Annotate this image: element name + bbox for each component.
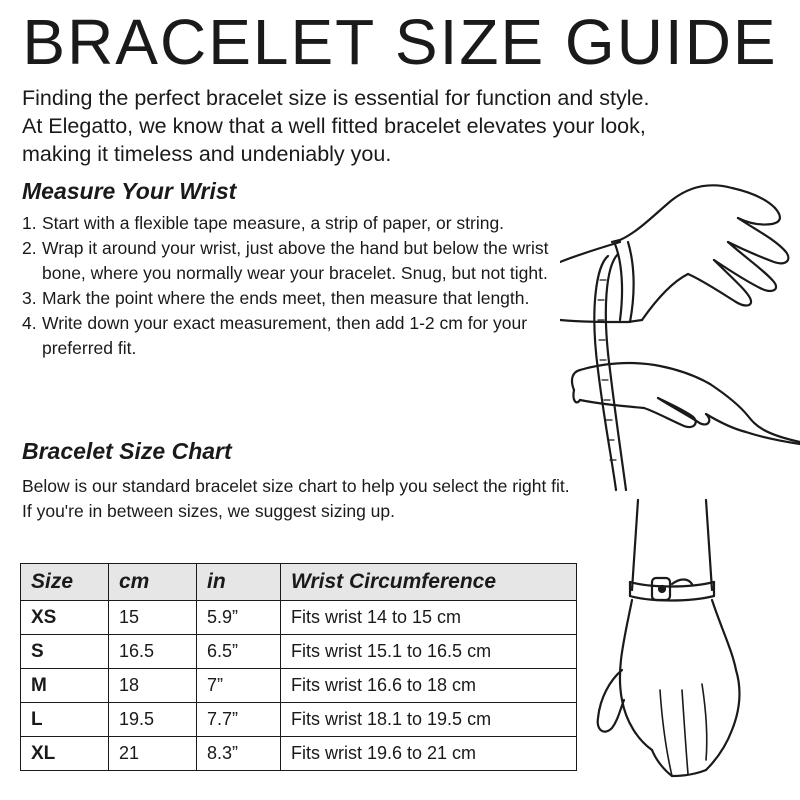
bracelet-on-wrist-illustration [598,500,740,776]
step-text: Start with a flexible tape measure, a strip of paper, or string. [42,213,505,233]
size-chart-description: Below is our standard bracelet size chart to help you select the right fit. If you're in between sizes, we suggest sizing up. [22,476,570,521]
in-cell: 7” [197,669,281,703]
size-cell: L [21,703,109,737]
size-cell: XS [21,601,109,635]
measuring-hands-illustration [560,185,800,490]
step-text: Wrap it around your wrist, just above the hand but below the wrist bone, where you normally wear your bracelet. Snug, but not tight. [42,238,549,283]
circumference-cell: Fits wrist 19.6 to 21 cm [281,737,577,771]
size-chart-table [20,563,577,771]
step-number: 3. [22,288,37,308]
circumference-cell: Fits wrist 18.1 to 19.5 cm [281,703,577,737]
step-number: 4. [22,313,37,333]
intro-line: At Elegatto, we know that a well fitted bracelet elevates your look, [22,114,646,138]
size-cell: S [21,635,109,669]
cm-cell: 18 [109,669,197,703]
cm-cell: 19.5 [109,703,197,737]
wrist-illustrations [560,170,800,780]
circumference-cell: Fits wrist 15.1 to 16.5 cm [281,635,577,669]
size-chart-heading: Bracelet Size Chart [22,438,232,464]
in-cell: 5.9” [197,601,281,635]
column-header-wrist-circumference: Wrist Circumference [281,564,577,601]
table-row [21,601,577,635]
in-cell: 6.5” [197,635,281,669]
size-cell: M [21,669,109,703]
step-item [22,236,582,286]
circumference-cell: Fits wrist 14 to 15 cm [281,601,577,635]
measure-heading: Measure Your Wrist [22,178,237,204]
step-text: Mark the point where the ends meet, then measure that length. [42,288,530,308]
circumference-cell: Fits wrist 16.6 to 18 cm [281,669,577,703]
table-row [21,703,577,737]
intro-line: Finding the perfect bracelet size is essential for function and style. [22,86,650,110]
intro-line: making it timeless and undeniably you. [22,142,392,166]
size-cell: XL [21,737,109,771]
table-row [21,635,577,669]
column-header-in: in [197,564,281,601]
cm-cell: 15 [109,601,197,635]
table-header-row [21,564,577,601]
page-title: BRACELET SIZE GUIDE [22,6,778,78]
in-cell: 7.7” [197,703,281,737]
column-header-cm: cm [109,564,197,601]
step-item [22,211,582,236]
column-header-size: Size [21,564,109,601]
step-number: 2. [22,238,37,258]
step-text: Write down your exact measurement, then add 1-2 cm for your preferred fit. [42,313,528,358]
cm-cell: 16.5 [109,635,197,669]
in-cell: 8.3” [197,737,281,771]
step-number: 1. [22,213,37,233]
step-item [22,286,582,311]
table-row [21,669,577,703]
cm-cell: 21 [109,737,197,771]
intro-paragraph [22,84,792,168]
table-row [21,737,577,771]
measure-steps-list [22,211,582,361]
step-item [22,311,582,361]
